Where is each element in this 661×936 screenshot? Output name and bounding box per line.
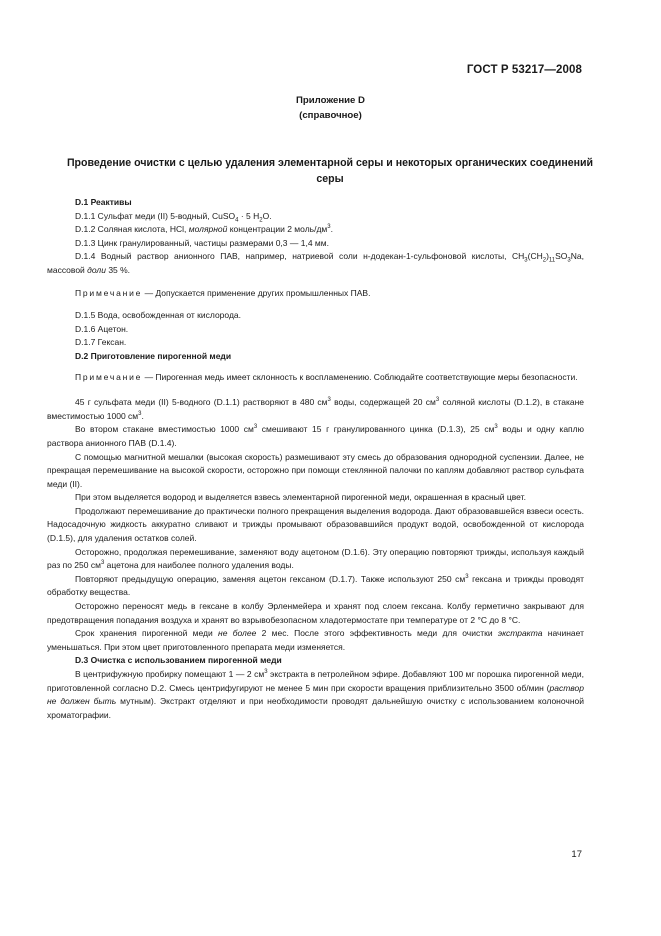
annex-title: Приложение D bbox=[296, 95, 365, 106]
paragraph-d2-6: Осторожно, продолжая перемешивание, заменяют воду ацетоном (D.1.6). Эту операцию повторяют трижды, используя каждый раз по 250 $см^3$ ацетона для наиболее полного удаления воды. bbox=[47, 546, 584, 571]
section-heading-d1: D.1 Реактивы bbox=[75, 197, 132, 207]
annex-heading bbox=[0, 93, 661, 123]
paragraph-d2-2: Во втором стакане вместимостью 1000 $см^3$ смешивают 15 г гранулированного цинка (D.1.3), 25 $см^3$ воды и одну каплю раствора анионного ПАВ (D.1.4). bbox=[47, 424, 584, 448]
paragraph-d2-7: Повторяют предыдущую операцию, заменяя ацетон гексаном (D.1.7). Также используют 250 $см^3$ гексана и трижды проводят обработку вещества. bbox=[47, 573, 584, 598]
reagent-d1-4: D.1.4 Водный раствор анионного ПАВ, например, натриевой соли н-додекан-1-сульфоновой кислоты, $CH_3(CH_2)_{11}SO_3Na$, массовой доли 35 %. bbox=[47, 251, 584, 275]
paragraph-d2-4: При этом выделяется водород и выделяется взвесь элементарной пирогенной меди, окрашенная в красный цвет. bbox=[75, 492, 526, 503]
reagent-d1-6: D.1.6 Ацетон. bbox=[75, 323, 129, 334]
reagent-d1-1: D.1.1 Сульфат меди (II) 5-водный, CuSO$_4$ · 5 $H_2O$. bbox=[75, 210, 272, 224]
document-body bbox=[47, 196, 584, 722]
paragraph-d2-8: Осторожно переносят медь в гексане в колбу Эрленмейера и хранят под слоем гексана. Колбу герметично закрывают для предотвращения попадания воздуха и хранят во взрывобезопасном хладотермостате при температуре от 2 °С до 8 °С. bbox=[47, 601, 584, 625]
paragraph-d2-9: Срок хранения пирогенной меди не более 2 мес. После этого эффективность меди для очистки экстракта начинает уменьшаться. При этом цвет приготовленного препарата меди изменяется. bbox=[47, 628, 584, 652]
standard-header: ГОСТ Р 53217—2008 bbox=[466, 64, 582, 76]
annex-kind: (справочное) bbox=[299, 110, 362, 121]
section-heading-d3: D.3 Очистка с использованием пирогенной меди bbox=[75, 655, 282, 666]
section-heading-d2: D.2 Приготовление пирогенной меди bbox=[75, 350, 232, 361]
reagent-d1-5: D.1.5 Вода, освобожденная от кислорода. bbox=[75, 310, 241, 321]
reagent-d1-2: D.1.2 Соляная кислота, HCl, молярной концентрации 2 моль/$дм^3$. bbox=[75, 224, 333, 235]
paragraph-d2-1: 45 г сульфата меди (II) 5-водного (D.1.1) растворяют в 480 $см^3$ воды, содержащей 20 $см^3$ соляной кислоты (D.1.2), в стакане вместимостью 1000 $см^3$. bbox=[47, 397, 584, 421]
paragraph-d2-5: Продолжают перемешивание до практически полного прекращения выделения водорода. Дают образовавшейся взвеси осесть. Надосадочную жидкость аккуратно сливают и трижды промывают образовавшийся продукт водой, освобожденной от кислорода (D.1.5), для удаления остатков солей. bbox=[47, 505, 584, 544]
document-title: Проведение очистки с целью удаления элементарной серы и некоторых органических соединений серы bbox=[66, 157, 594, 185]
reagent-d1-7: D.1.7 Гексан. bbox=[75, 337, 127, 348]
paragraph-d2-3: С помощью магнитной мешалки (высокая скорость) размешивают эту смесь до образования однородной суспензии. Далее, не прекращая перемешивание на высокой скорости, осторожно при помощи стеклянной палочки по каплям добавляют раствор сульфата меди (II). bbox=[47, 451, 584, 489]
reagent-d1-3: D.1.3 Цинк гранулированный, частицы размерами 0,3 — 1,4 мм. bbox=[75, 237, 329, 248]
note-surfactant: Примечание — Допускается применение других промышленных ПАВ. bbox=[75, 287, 371, 298]
note-flammable: Примечание — Пирогенная медь имеет склонность к воспламенению. Соблюдайте соответствующие меры безопасности. bbox=[75, 371, 578, 382]
page-number: 17 bbox=[571, 849, 582, 860]
paragraph-d3-1: В центрифужную пробирку помещают 1 — 2 $см^3$ экстракта в петролейном эфире. Добавляют 100 мг порошка пирогенной меди, приготовленной согласно D.2. Смесь центрифугируют не менее 5 мин при скорости вращения приблизительно 3500 об/мин (раствор не должен быть мутным). Экстракт отделяют и при необходимости проводят дальнейшую очистку с использованием колоночной хроматографии. bbox=[47, 669, 585, 720]
